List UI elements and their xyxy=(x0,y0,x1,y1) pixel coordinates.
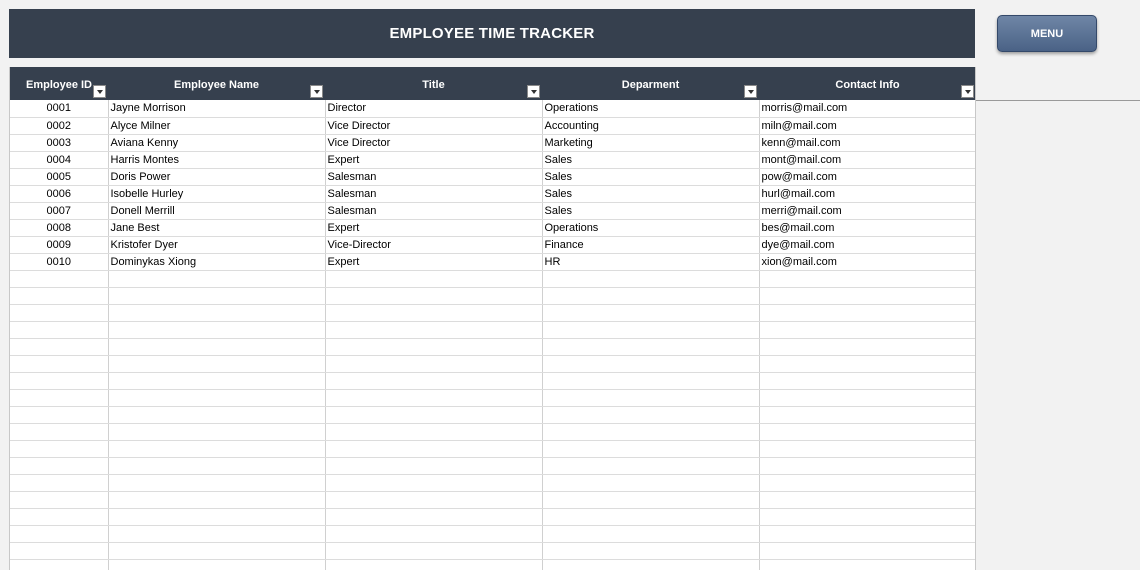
table-cell[interactable]: morris@mail.com xyxy=(759,100,976,117)
table-row[interactable] xyxy=(10,168,976,185)
table-cell[interactable] xyxy=(325,304,542,321)
table-cell[interactable] xyxy=(325,508,542,525)
table-cell[interactable] xyxy=(759,406,976,423)
table-cell[interactable] xyxy=(10,406,108,423)
table-row[interactable] xyxy=(10,423,976,440)
table-cell[interactable] xyxy=(542,372,759,389)
table-cell[interactable] xyxy=(10,270,108,287)
table-cell[interactable] xyxy=(759,440,976,457)
table-cell[interactable]: Expert xyxy=(325,253,542,270)
table-cell[interactable] xyxy=(10,287,108,304)
table-cell[interactable] xyxy=(542,355,759,372)
table-cell[interactable]: 0002 xyxy=(10,117,108,134)
table-cell[interactable]: Marketing xyxy=(542,134,759,151)
table-cell[interactable]: Vice Director xyxy=(325,134,542,151)
table-cell[interactable] xyxy=(325,440,542,457)
menu-button[interactable]: MENU xyxy=(997,15,1097,52)
table-cell[interactable] xyxy=(542,304,759,321)
table-cell[interactable] xyxy=(108,559,325,570)
table-cell[interactable] xyxy=(108,389,325,406)
table-cell[interactable]: Harris Montes xyxy=(108,151,325,168)
table-cell[interactable] xyxy=(759,457,976,474)
table-row[interactable] xyxy=(10,253,976,270)
table-cell[interactable] xyxy=(10,304,108,321)
table-cell[interactable] xyxy=(759,559,976,570)
table-cell[interactable] xyxy=(325,338,542,355)
table-cell[interactable]: Expert xyxy=(325,219,542,236)
column-header-label: Employee ID xyxy=(25,78,93,91)
table-cell[interactable] xyxy=(542,542,759,559)
table-cell[interactable] xyxy=(759,372,976,389)
filter-dropdown-icon[interactable] xyxy=(527,85,540,98)
table-body xyxy=(10,100,976,570)
table-row[interactable] xyxy=(10,508,976,525)
table-row[interactable] xyxy=(10,474,976,491)
sheet-divider xyxy=(976,100,1140,101)
table-cell[interactable] xyxy=(325,525,542,542)
table-cell[interactable]: hurl@mail.com xyxy=(759,185,976,202)
table-cell[interactable]: Salesman xyxy=(325,185,542,202)
table-cell[interactable] xyxy=(759,338,976,355)
table-cell[interactable]: xion@mail.com xyxy=(759,253,976,270)
table-row[interactable] xyxy=(10,389,976,406)
table-row[interactable] xyxy=(10,372,976,389)
table-cell[interactable] xyxy=(542,457,759,474)
employee-table-container xyxy=(9,67,976,570)
table-cell[interactable] xyxy=(759,542,976,559)
column-header-employee-id xyxy=(10,67,108,100)
table-cell[interactable] xyxy=(325,457,542,474)
table-cell[interactable] xyxy=(542,440,759,457)
table-cell[interactable]: 0008 xyxy=(10,219,108,236)
table-cell[interactable] xyxy=(10,355,108,372)
table-cell[interactable]: Salesman xyxy=(325,168,542,185)
table-header-row xyxy=(10,67,976,100)
table-row[interactable] xyxy=(10,457,976,474)
table-cell[interactable] xyxy=(10,457,108,474)
table-cell[interactable] xyxy=(10,491,108,508)
table-row[interactable] xyxy=(10,100,976,117)
table-cell[interactable] xyxy=(325,542,542,559)
column-header-label: Deparment xyxy=(621,78,680,91)
table-cell[interactable]: Sales xyxy=(542,151,759,168)
table-row[interactable] xyxy=(10,270,976,287)
column-header-employee-name xyxy=(108,67,325,100)
table-row[interactable] xyxy=(10,338,976,355)
table-row[interactable] xyxy=(10,151,976,168)
table-cell[interactable]: mont@mail.com xyxy=(759,151,976,168)
table-cell[interactable] xyxy=(108,440,325,457)
table-cell[interactable] xyxy=(108,525,325,542)
table-cell[interactable] xyxy=(108,372,325,389)
table-cell[interactable]: pow@mail.com xyxy=(759,168,976,185)
table-cell[interactable] xyxy=(108,270,325,287)
table-cell[interactable]: kenn@mail.com xyxy=(759,134,976,151)
table-cell[interactable] xyxy=(759,389,976,406)
table-cell[interactable]: Finance xyxy=(542,236,759,253)
table-cell[interactable] xyxy=(10,321,108,338)
column-header-label: Title xyxy=(422,78,445,91)
table-row[interactable] xyxy=(10,355,976,372)
table-cell[interactable]: Dominykas Xiong xyxy=(108,253,325,270)
filter-dropdown-icon[interactable] xyxy=(744,85,757,98)
table-cell[interactable] xyxy=(108,321,325,338)
table-row[interactable] xyxy=(10,321,976,338)
table-cell[interactable]: HR xyxy=(542,253,759,270)
table-cell[interactable]: Kristofer Dyer xyxy=(108,236,325,253)
table-cell[interactable]: 0005 xyxy=(10,168,108,185)
table-cell[interactable] xyxy=(542,321,759,338)
table-cell[interactable] xyxy=(108,491,325,508)
table-cell[interactable] xyxy=(325,389,542,406)
table-cell[interactable]: 0007 xyxy=(10,202,108,219)
table-row[interactable] xyxy=(10,219,976,236)
filter-dropdown-icon[interactable] xyxy=(961,85,974,98)
table-cell[interactable] xyxy=(108,406,325,423)
table-cell[interactable] xyxy=(759,491,976,508)
table-cell[interactable] xyxy=(759,321,976,338)
table-cell[interactable]: Operations xyxy=(542,219,759,236)
column-header-label: Employee Name xyxy=(174,78,259,91)
table-cell[interactable] xyxy=(325,423,542,440)
table-cell[interactable] xyxy=(759,304,976,321)
table-cell[interactable] xyxy=(759,270,976,287)
table-cell[interactable]: Vice-Director xyxy=(325,236,542,253)
table-cell[interactable] xyxy=(108,542,325,559)
table-cell[interactable] xyxy=(10,389,108,406)
table-cell[interactable] xyxy=(10,508,108,525)
table-cell[interactable] xyxy=(542,423,759,440)
table-cell[interactable]: Doris Power xyxy=(108,168,325,185)
column-header-contact-info xyxy=(759,67,976,100)
table-cell[interactable] xyxy=(759,423,976,440)
table-cell[interactable] xyxy=(325,321,542,338)
table-cell[interactable] xyxy=(10,525,108,542)
table-cell[interactable] xyxy=(542,389,759,406)
table-cell[interactable]: dye@mail.com xyxy=(759,236,976,253)
table-cell[interactable]: Sales xyxy=(542,185,759,202)
table-cell[interactable]: miln@mail.com xyxy=(759,117,976,134)
table-cell[interactable] xyxy=(108,423,325,440)
table-cell[interactable]: 0001 xyxy=(10,100,108,117)
column-header-department xyxy=(542,67,759,100)
table-cell[interactable] xyxy=(325,287,542,304)
table-cell[interactable]: 0009 xyxy=(10,236,108,253)
table-cell[interactable] xyxy=(108,304,325,321)
table-cell[interactable] xyxy=(759,355,976,372)
table-cell[interactable] xyxy=(108,355,325,372)
table-cell[interactable] xyxy=(542,270,759,287)
table-cell[interactable]: Expert xyxy=(325,151,542,168)
table-cell[interactable]: 0010 xyxy=(10,253,108,270)
table-cell[interactable] xyxy=(759,508,976,525)
table-cell[interactable] xyxy=(10,440,108,457)
table-cell[interactable] xyxy=(10,423,108,440)
filter-dropdown-icon[interactable] xyxy=(93,85,106,98)
table-cell[interactable] xyxy=(542,559,759,570)
table-cell[interactable]: Isobelle Hurley xyxy=(108,185,325,202)
table-cell[interactable] xyxy=(325,355,542,372)
page-title: EMPLOYEE TIME TRACKER xyxy=(9,9,975,58)
table-cell[interactable]: 0003 xyxy=(10,134,108,151)
filter-dropdown-icon[interactable] xyxy=(310,85,323,98)
column-header-label: Contact Info xyxy=(835,78,900,91)
column-header-title xyxy=(325,67,542,100)
table-cell[interactable]: Vice Director xyxy=(325,117,542,134)
table-cell[interactable]: Sales xyxy=(542,202,759,219)
table-cell[interactable] xyxy=(759,287,976,304)
table-cell[interactable]: Jane Best xyxy=(108,219,325,236)
table-cell[interactable] xyxy=(108,474,325,491)
table-cell[interactable] xyxy=(325,559,542,570)
table-cell[interactable] xyxy=(759,525,976,542)
table-cell[interactable] xyxy=(542,508,759,525)
table-row[interactable] xyxy=(10,287,976,304)
table-cell[interactable]: Alyce Milner xyxy=(108,117,325,134)
table-cell[interactable] xyxy=(10,559,108,570)
table-row[interactable] xyxy=(10,236,976,253)
table-row[interactable] xyxy=(10,134,976,151)
table-cell[interactable]: Operations xyxy=(542,100,759,117)
table-cell[interactable] xyxy=(10,338,108,355)
table-cell[interactable] xyxy=(325,474,542,491)
table-row[interactable] xyxy=(10,525,976,542)
table-cell[interactable] xyxy=(325,270,542,287)
table-cell[interactable]: Jayne Morrison xyxy=(108,100,325,117)
table-cell[interactable]: Aviana Kenny xyxy=(108,134,325,151)
table-row[interactable] xyxy=(10,185,976,202)
table-row[interactable] xyxy=(10,117,976,134)
table-row[interactable] xyxy=(10,440,976,457)
table-cell[interactable] xyxy=(108,457,325,474)
table-cell[interactable] xyxy=(108,508,325,525)
table-cell[interactable]: Sales xyxy=(542,168,759,185)
table-cell[interactable] xyxy=(542,338,759,355)
table-cell[interactable] xyxy=(10,474,108,491)
table-cell[interactable] xyxy=(542,406,759,423)
table-cell[interactable] xyxy=(542,491,759,508)
table-cell[interactable]: 0004 xyxy=(10,151,108,168)
table-cell[interactable]: bes@mail.com xyxy=(759,219,976,236)
table-cell[interactable]: Donell Merrill xyxy=(108,202,325,219)
table-cell[interactable] xyxy=(10,372,108,389)
table-cell[interactable] xyxy=(542,287,759,304)
table-cell[interactable] xyxy=(759,474,976,491)
table-cell[interactable] xyxy=(108,338,325,355)
table-row[interactable] xyxy=(10,491,976,508)
table-cell[interactable]: 0006 xyxy=(10,185,108,202)
table-cell[interactable]: Accounting xyxy=(542,117,759,134)
table-cell[interactable] xyxy=(325,491,542,508)
table-row[interactable] xyxy=(10,559,976,570)
table-cell[interactable] xyxy=(325,372,542,389)
table-cell[interactable] xyxy=(325,406,542,423)
table-cell[interactable]: Salesman xyxy=(325,202,542,219)
table-cell[interactable] xyxy=(542,474,759,491)
table-row[interactable] xyxy=(10,304,976,321)
table-cell[interactable]: Director xyxy=(325,100,542,117)
table-row[interactable] xyxy=(10,406,976,423)
table-cell[interactable] xyxy=(542,525,759,542)
employee-table xyxy=(10,67,976,570)
table-cell[interactable] xyxy=(10,542,108,559)
table-cell[interactable] xyxy=(108,287,325,304)
table-row[interactable] xyxy=(10,202,976,219)
table-cell[interactable]: merri@mail.com xyxy=(759,202,976,219)
table-row[interactable] xyxy=(10,542,976,559)
